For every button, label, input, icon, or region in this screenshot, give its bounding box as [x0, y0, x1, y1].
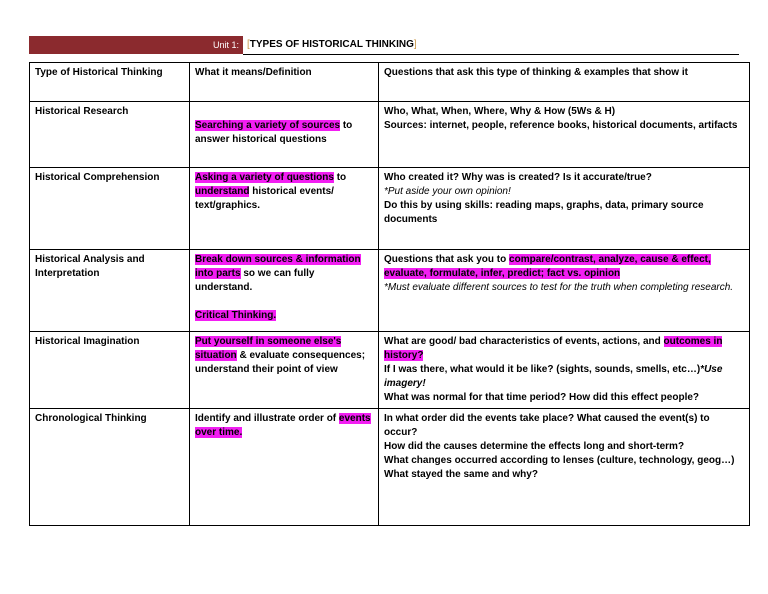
row-questions — [379, 332, 750, 409]
note-line: *Must evaluate different sources to test for the truth when completing research. — [384, 282, 734, 293]
highlight-text: understand — [195, 186, 250, 197]
highlight-text: Asking a variety of questions — [195, 172, 334, 183]
row-definition — [190, 168, 379, 250]
definition-text: historical events/ text/graphics. — [195, 186, 334, 211]
table-row — [30, 168, 750, 250]
question-line — [384, 363, 744, 391]
row-type: Chronological Thinking — [30, 409, 190, 526]
unit-label: Unit 1: — [212, 40, 239, 50]
row-questions — [379, 409, 750, 526]
definition-text: to — [333, 172, 347, 183]
highlight-text: Put yourself in someone else's situation — [195, 336, 342, 361]
header-divider — [243, 54, 739, 55]
table-row — [30, 332, 750, 409]
table-row — [30, 409, 750, 526]
table-row — [30, 250, 750, 332]
question-line: Who, What, When, Where, Why & How (5Ws & H) — [384, 106, 616, 117]
question-line: What was normal for that time period? How did this effect people? — [384, 392, 700, 403]
note-text: *Use imagery! — [384, 364, 723, 389]
question-text: Questions that ask you to — [384, 254, 510, 265]
title-bracket-open: [ — [247, 39, 250, 50]
row-definition — [190, 332, 379, 409]
definition-text: Identify and illustrate order of — [195, 413, 339, 424]
highlight-text: outcomes in history? — [384, 336, 723, 361]
highlight-text: compare/contrast, analyze, cause & effect, evaluate, formulate, infer, predict; fact vs. opinion — [384, 254, 711, 279]
row-type: Historical Research — [30, 102, 190, 168]
definition-text: & evaluate consequences; understand their point of view — [195, 350, 366, 375]
row-definition — [190, 409, 379, 526]
unit-label-bar — [29, 36, 243, 54]
question-text: If I was there, what would it be like? (sights, sounds, smells, etc…) — [384, 364, 701, 375]
definition-text: to answer historical questions — [195, 120, 353, 145]
question-line: What stayed the same and why? — [384, 469, 538, 480]
table-header-row — [30, 63, 750, 102]
question-line: How did the causes determine the effects long and short-term? — [384, 441, 685, 452]
row-type: Historical Analysis and Interpretation — [30, 250, 190, 332]
highlight-text: Break down sources & information into parts — [195, 254, 361, 279]
highlight-text: Searching a variety of sources — [195, 120, 341, 131]
title-bracket-close: ] — [413, 39, 417, 50]
historical-thinking-table — [29, 62, 750, 526]
table-row — [30, 102, 750, 168]
row-questions — [379, 250, 750, 332]
question-line: Do this by using skills: reading maps, graphs, data, primary source documents — [384, 200, 704, 225]
definition-text: so we can fully understand. — [195, 268, 315, 293]
row-definition — [190, 250, 379, 332]
note-line: *Put aside your own opinion! — [384, 186, 511, 197]
question-text: What are good/ bad characteristics of events, actions, and — [384, 336, 664, 347]
row-type: Historical Imagination — [30, 332, 190, 409]
highlight-text: events over time. — [195, 413, 371, 438]
row-questions — [379, 102, 750, 168]
row-questions — [379, 168, 750, 250]
column-header-questions: Questions that ask this type of thinking & examples that show it — [379, 63, 750, 102]
highlight-text: Critical Thinking. — [195, 310, 277, 321]
question-line: Who created it? Why was is created? Is it accurate/true? — [384, 172, 652, 183]
question-line: In what order did the events take place? What caused the event(s) to occur? — [384, 413, 710, 438]
document-title — [247, 39, 417, 50]
row-type: Historical Comprehension — [30, 168, 190, 250]
column-header-definition: What it means/Definition — [190, 63, 379, 102]
column-header-type: Type of Historical Thinking — [30, 63, 190, 102]
title-text: TYPES OF HISTORICAL THINKING — [249, 39, 414, 50]
row-definition — [190, 102, 379, 168]
question-line: What changes occurred according to lenses (culture, technology, geog…) — [384, 455, 735, 466]
question-line: Sources: internet, people, reference books, historical documents, artifacts — [384, 120, 738, 131]
